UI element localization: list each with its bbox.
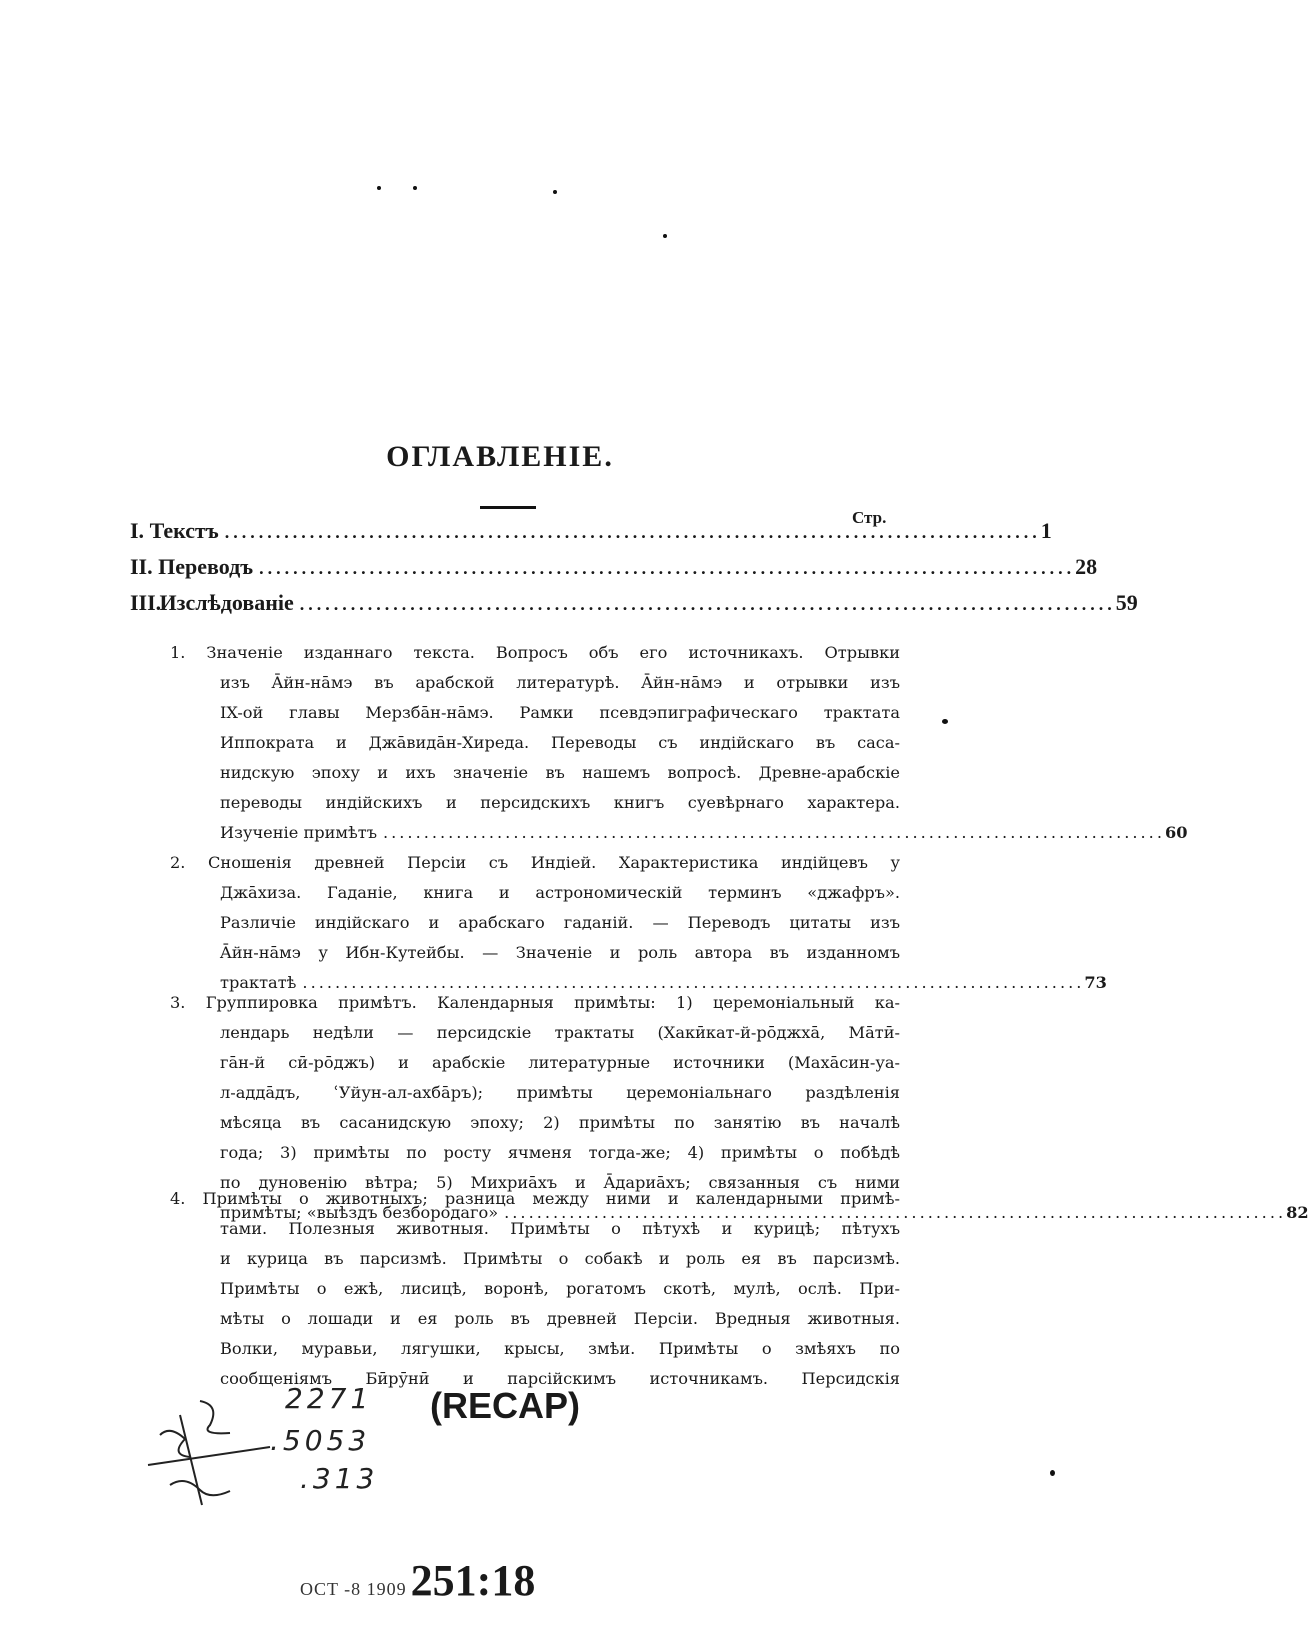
subsection-line: IX-ой главы Мерзбāн-нāмэ. Рамки псевдэпиграфическаго трактата (220, 703, 900, 722)
toc-entry-main (130, 554, 1098, 580)
handwritten-number: 2271 (285, 1382, 373, 1415)
toc-subsection (170, 638, 1188, 848)
subsection-line: Иппократа и Джāвидāн-Хиреда. Переводы съ индійскаго въ саса- (220, 733, 900, 752)
subsection-line: и курица въ парсизмѣ. Примѣты о собакѣ и роль ея въ парсизмѣ. (220, 1249, 900, 1268)
dot-leader: ................................................................................................ (299, 594, 1116, 614)
subsection-line: нидскую эпоху и ихъ значеніе въ нашемъ вопросѣ. Древне-арабскіе (220, 763, 900, 782)
shelf-stamp (300, 1555, 535, 1606)
dot-leader: ................................................................................................ (224, 522, 1041, 542)
subsection-line: года; 3) примѣты по росту ячменя тогда-же; 4) примѣты о побѣдѣ (220, 1143, 900, 1162)
subsection-page: 82 (1286, 1203, 1309, 1222)
subsection-line: 2. Сношенія древней Персіи съ Индіей. Характеристика индійцевъ у (170, 853, 900, 872)
subsection-line: изъ Āйн-нāмэ въ арабской литературѣ. Āйн-нāмэ и отрывки изъ (220, 673, 900, 692)
subsection-line: трактатѣ (220, 973, 297, 992)
subsection-line: Изученіе примѣтъ (220, 823, 377, 842)
subsection-line: гāн-й сӣ-рōджъ) и арабскіе литературные источники (Махāсин-уа- (220, 1053, 900, 1072)
subsection-line: 4. Примѣты о животныхъ; разница между ними и календарными примѣ- (170, 1189, 900, 1208)
handwritten-number: .313 (300, 1462, 379, 1495)
subsection-line: Āйн-нāмэ у Ибн-Кутейбы. — Значеніе и роль автора въ изданномъ (220, 943, 900, 962)
subsection-line: Примѣты о ежѣ, лисицѣ, воронѣ, рогатомъ скотѣ, мулѣ, ослѣ. При- (220, 1279, 900, 1298)
subsection-line: Различіе индійскаго и арабскаго гаданій. — Переводъ цитаты изъ (220, 913, 900, 932)
title-rule (480, 506, 536, 509)
subsection-last-line (170, 818, 1188, 848)
dot-leader: ................................................................................................ (383, 823, 1165, 842)
section-page: 59 (1115, 590, 1138, 615)
dot-leader: ................................................................................................ (504, 1203, 1287, 1222)
subsection-line: лендарь недѣли — персидскіе трактаты (Хакӣкат-й-рōджхā, Мāтӣ- (220, 1023, 900, 1042)
speck (553, 190, 557, 194)
toc-entry-main (130, 518, 1052, 544)
section-page: 28 (1075, 554, 1098, 579)
section-page: 1 (1040, 518, 1052, 543)
section-label: Текстъ (149, 518, 219, 543)
subsection-page: 60 (1164, 823, 1188, 842)
toc-entry-main (130, 590, 1138, 616)
subsection-page: 73 (1084, 973, 1107, 992)
subsection-line: мѣсяца въ сасанидскую эпоху; 2) примѣты по занятію въ началѣ (220, 1113, 900, 1132)
speck (413, 186, 417, 190)
speck (377, 186, 381, 190)
subsection-line: переводы индійскихъ и персидскихъ книгъ суевѣрнаго характера. (220, 793, 900, 812)
recap-stamp: (RECAP) (430, 1385, 580, 1426)
subsection-line: 1. Значеніе изданнаго текста. Вопросъ объ его источникахъ. Отрывки (170, 643, 900, 662)
section-label: Переводъ (158, 554, 254, 579)
shelf-date: OCT -8 1909 (300, 1579, 407, 1599)
page-title: ОГЛАВЛЕНІЕ. (386, 440, 614, 473)
speck (1050, 1470, 1055, 1476)
dot-leader: ................................................................................................ (302, 973, 1085, 992)
speck (942, 719, 948, 724)
page-column-header: Стр. (852, 508, 887, 527)
section-number: I. (130, 518, 145, 543)
handwritten-scribble-icon (140, 1395, 280, 1515)
subsection-line: по дуновенію вѣтра; 5) Михриāхъ и Āдариāхъ; связанныя съ ними (220, 1173, 900, 1192)
subsection-line: тами. Полезныя животныя. Примѣты о пѣтухѣ и курицѣ; пѣтухъ (220, 1219, 900, 1238)
subsection-line: мѣты о лошади и ея роль въ древней Персіи. Вредныя животныя. (220, 1309, 900, 1328)
subsection-line: 3. Группировка примѣтъ. Календарныя примѣты: 1) церемоніальный ка- (170, 993, 900, 1012)
subsection-line: Джāхиза. Гаданіе, книга и астрономическій терминъ «джафръ». (220, 883, 900, 902)
handwritten-number: .5053 (270, 1424, 371, 1457)
section-number: III. (130, 590, 162, 615)
shelf-number: 251:18 (410, 1556, 536, 1605)
dot-leader: ................................................................................................ (259, 558, 1076, 578)
section-number: II. (130, 554, 153, 579)
subsection-line: Волки, муравьи, лягушки, крысы, змѣи. Примѣты о змѣяхъ по (220, 1339, 900, 1358)
section-label: Изслѣдованіе (159, 590, 294, 615)
subsection-line: л-аддāдъ, ʿУйун-ал-ахбāръ); примѣты церемоніальнаго раздѣленія (220, 1083, 900, 1102)
subsection-line: сообщеніямъ Бӣрӯнӣ и парсійскимъ источникамъ. Персидскія (220, 1369, 900, 1388)
toc-subsection (170, 848, 1107, 998)
subsection-line: примѣты; «выѣздъ безбородаго» (220, 1203, 499, 1222)
speck (663, 234, 667, 238)
toc-subsection (170, 1184, 900, 1394)
